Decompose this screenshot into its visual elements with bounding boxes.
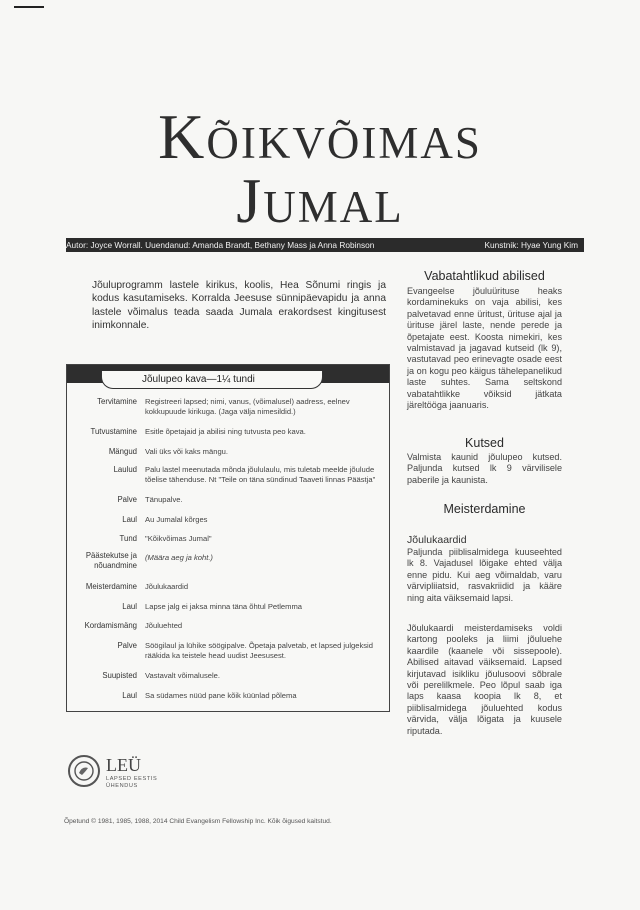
row-text: (Määra aeg ja koht.) bbox=[145, 553, 213, 562]
corner-mark bbox=[14, 6, 44, 8]
program-title: Jõulupeo kava—1¼ tundi bbox=[101, 371, 323, 389]
globe-icon bbox=[68, 755, 100, 787]
row-label: Laul bbox=[122, 691, 137, 700]
row-label: Tutvustamine bbox=[90, 427, 137, 436]
row-label: Tervitamine bbox=[97, 397, 137, 406]
row-text: Registreeri lapsed; nimi, vanus, (võimalusel) aadress, eelnev kokkupuude kirikuga. (Jaga välja nimesildid.) bbox=[145, 397, 350, 416]
row-text: Palu lastel meenutada mõnda jõululaulu, mis tuletab meelde jõulude tõelise tähenduse. Nt "Teile on täna sündinud Taaveti linnas Päästja" bbox=[145, 465, 376, 484]
crafts-text-1: Paljunda piiblisalmidega kuuseehted lk 8. Vajadusel lõigake ehted välja enne pidu. Kui aeg võimaldab, varu värvipliiatsid, rasvakriidid ja kääre ning aita väiksemaid lapsi. bbox=[407, 547, 562, 603]
invitations-text: Valmista kaunid jõulupeo kutsed. Paljunda kutsed lk 9 värvilisele paberile ja kaunista. bbox=[407, 452, 562, 485]
invitations-heading: Kutsed bbox=[465, 436, 504, 450]
row-label: Laul bbox=[122, 602, 137, 611]
row-text: Au Jumalal kõrges bbox=[145, 515, 208, 524]
crafts-text-2: Jõulukaardi meisterdamiseks voldi kartong pooleks ja liimi jõuluehe kaardile (kaanele või sissepoole). Abilised aitavad väiksemaid. Lapsed kirjutavad isikliku jõulusoovi sõbrale või perelilkmele. Peo lõpul saab iga laps kaasa koopia lk 8, et piiblisalmidega jõuluehted kodus värvida, välja lõigata ja kuusele riputada. bbox=[407, 623, 562, 736]
row-label: Päästekutse ja nõuandmine bbox=[85, 551, 137, 570]
row-label: Palve bbox=[117, 641, 137, 650]
logo-subtitle: LAPSED EESTIS ÜHENDUS bbox=[106, 776, 158, 789]
logo-name: LEÜ bbox=[106, 755, 141, 775]
row-text: Tänupalve. bbox=[145, 495, 183, 504]
row-label: Kordamismäng bbox=[84, 621, 137, 630]
row-text: Jõulukaardid bbox=[145, 582, 189, 591]
intro-paragraph: Jõuluprogramm lastele kirikus, koolis, Hea Sõnumi ringis ja kodus kasutamiseks. Korralda Jeesuse sünnipäevapidu ja anna lastele võimalus teada saada Jumala erakordsest kingitusest inimkonnale. bbox=[92, 280, 386, 332]
artist-credit: Kunstnik: Hyae Yung Kim bbox=[484, 240, 578, 250]
row-text: Söögilaul ja lühike söögipalve. Õpetaja palvetab, et lapsed julgeksid rääkida ka teistele head uudist Jeesusest. bbox=[145, 641, 373, 660]
row-label: Palve bbox=[117, 495, 137, 504]
credits-bar bbox=[66, 238, 584, 252]
crafts-subheading: Jõulukaardid bbox=[407, 534, 467, 546]
row-label: Meisterdamine bbox=[85, 582, 137, 591]
row-text: Vali üks või kaks mängu. bbox=[145, 447, 229, 456]
row-text: Esitle õpetajaid ja abilisi ning tutvusta peo kava. bbox=[145, 427, 306, 436]
row-text: Jõuluehted bbox=[145, 621, 183, 630]
row-label: Laulud bbox=[113, 465, 137, 474]
row-label: Tund bbox=[119, 534, 137, 543]
row-label: Suupisted bbox=[102, 671, 137, 680]
volunteers-heading: Vabatahtlikud abilised bbox=[424, 269, 545, 283]
authors-credit: Autor: Joyce Worrall. Uuendanud: Amanda Brandt, Bethany Mass ja Anna Robinson bbox=[66, 240, 375, 250]
volunteers-text: Evangeelse jõuluürituse heaks kordaminekuks on vaja abilisi, kes palvetavad enne üritust, ürituse ajal ja ürituse järel laste, nende perede ja õpetajate eest. Koosta nimekiri, kes valmistavad ja jagavad kutseid (lk 9), vastutavad peo erinevagte osade eest ja on kogu peo käigus tähelepanelikud laste suhtes. Sama seltskond vabatahtlikke võiksid jätkata järeltööga jaanuaris. bbox=[407, 286, 562, 411]
row-text: Sa südames nüüd pane kõik küünlad põlema bbox=[145, 691, 297, 700]
title-line-1: Kõikvõimas bbox=[158, 101, 482, 172]
row-text: "Kõikvõimas Jumal" bbox=[145, 534, 212, 543]
row-text: Lapse jalg ei jaksa minna täna õhtul Petlemma bbox=[145, 602, 303, 611]
program-box bbox=[66, 364, 390, 712]
organization-logo bbox=[66, 753, 166, 793]
row-label: Laul bbox=[122, 515, 137, 524]
copyright-footer: Õpetund © 1981, 1985, 1988, 2014 Child Evangelism Fellowship Inc. Kõik õigused kaitstud. bbox=[64, 818, 332, 825]
row-text: Vastavalt võimalusele. bbox=[145, 671, 220, 680]
title-line-2: Jumal bbox=[236, 165, 404, 236]
row-label: Mängud bbox=[108, 447, 137, 456]
crafts-heading: Meisterdamine bbox=[443, 502, 526, 516]
